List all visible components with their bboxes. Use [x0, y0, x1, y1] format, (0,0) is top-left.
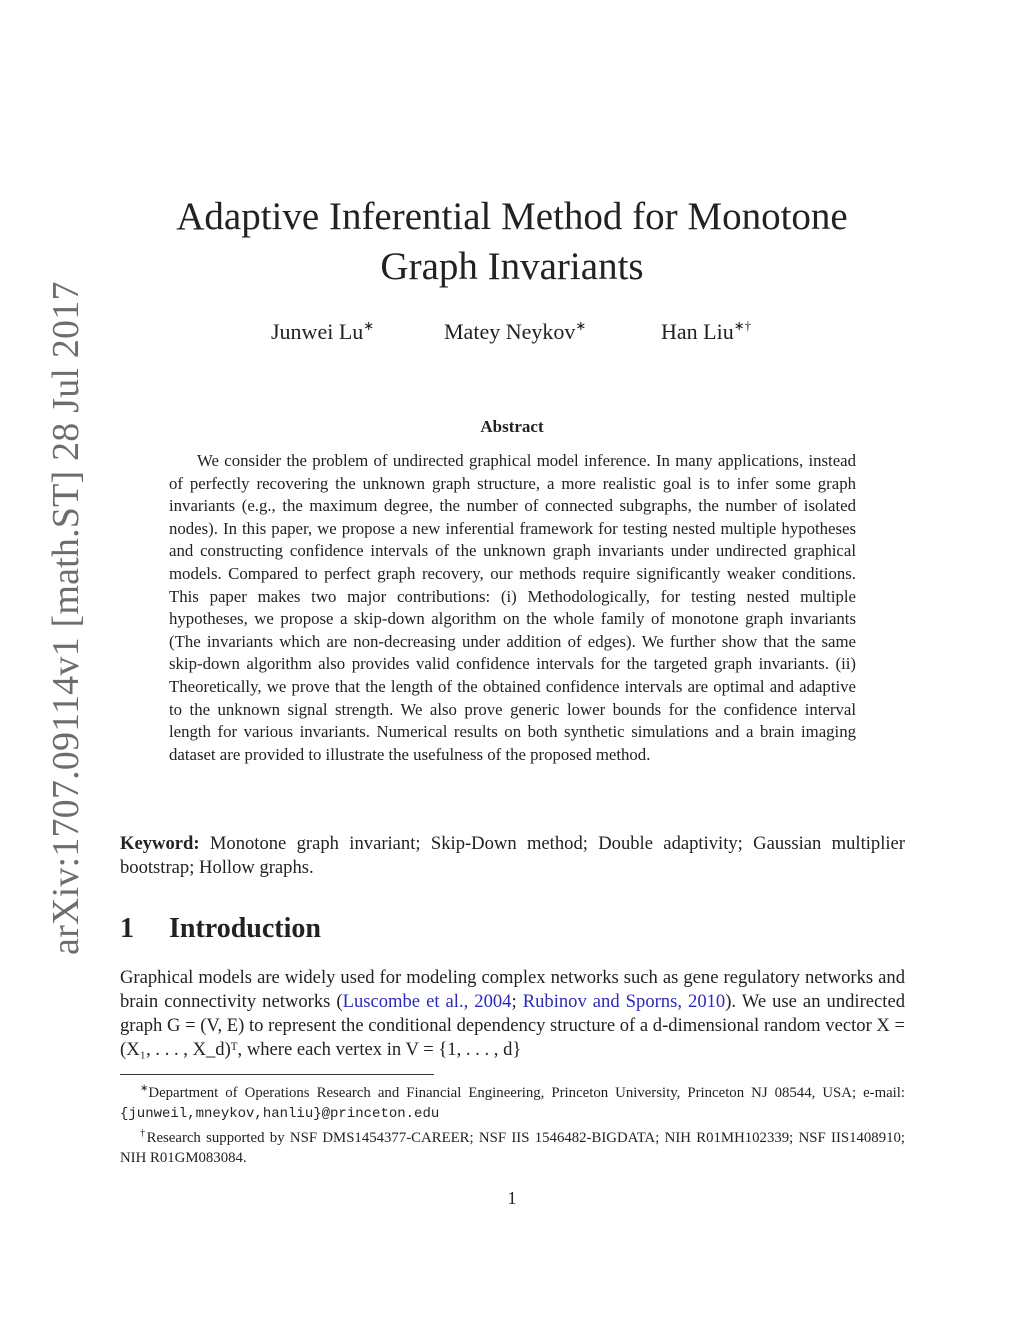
- author-junwei-lu: [271, 318, 374, 345]
- author-name: Matey Neykov: [444, 319, 576, 344]
- paper-title: [0, 192, 1024, 292]
- citation-rubinov-sporns-2010[interactable]: Rubinov and Sporns, 2010: [522, 991, 726, 1012]
- footnote-mark: ∗: [140, 1083, 149, 1094]
- keywords-paragraph: [120, 832, 905, 880]
- intro-text-1: Graphical models are widely used for modeling complex networks such as gene regulatory networks and brain connectivity networks (: [120, 967, 905, 1012]
- title-line-1: Adaptive Inferential Method for Monotone: [176, 195, 848, 238]
- arxiv-identifier-stamp: arXiv:1707.09114v1 [math.ST] 28 Jul 2017: [45, 281, 87, 955]
- footnote-mark: †: [140, 1128, 147, 1139]
- section-heading-introduction: [120, 913, 321, 945]
- footnote-affiliation-text: Department of Operations Research and Financial Engineering, Princeton University, Princeton NJ 08544, USA; e-mail:: [148, 1085, 905, 1101]
- footnote-funding-text: Research supported by NSF DMS1454377-CAREER; NSF IIS 1546482-BIGDATA; NIH R01MH102339; NSF IIS1408910; NIH R01GM083084.: [120, 1130, 906, 1166]
- abstract-heading: Abstract: [480, 417, 544, 436]
- author-affiliation-mark: ∗†: [733, 318, 752, 333]
- footnote-funding: [120, 1124, 905, 1168]
- keywords-text: Monotone graph invariant; Skip-Down method; Double adaptivity; Gaussian multiplier bootstrap; Hollow graphs.: [120, 833, 905, 878]
- footnote-separator: [120, 1074, 434, 1075]
- introduction-paragraph: [120, 966, 905, 1062]
- keywords-label: Keyword:: [120, 833, 200, 854]
- title-line-2: Graph Invariants: [380, 245, 644, 288]
- page-number: 1: [507, 1188, 517, 1208]
- intro-text-3: ). We use an undirected graph G = (V, E) to represent the conditional dependency structure of a d-dimensional random vector X = (X₁, . . . , X_d)ᵀ, where each vertex in V = {1, . . . , d}: [120, 991, 905, 1060]
- section-number: 1: [120, 913, 134, 944]
- footnotes: [120, 1079, 905, 1168]
- author-name: Han Liu: [661, 319, 734, 344]
- author-han-liu: [661, 318, 751, 345]
- author-affiliation-mark: ∗: [575, 318, 587, 333]
- citation-luscombe-2004[interactable]: Luscombe et al., 2004: [342, 991, 512, 1012]
- footnote-affiliation: [120, 1079, 905, 1124]
- author-affiliation-mark: ∗: [363, 318, 375, 333]
- footnote-email[interactable]: {junweil,mneykov,hanliu}@princeton.edu: [120, 1106, 440, 1122]
- author-matey-neykov: [444, 318, 586, 345]
- section-title: Introduction: [169, 913, 321, 944]
- abstract-body: We consider the problem of undirected graphical model inference. In many applications, instead of perfectly recovering the unknown graph structure, a more realistic goal is to infer some graph invariants (e.g., the maximum degree, the number of connected subgraphs, the number of isolated nodes). In this paper, we propose a new inferential framework for testing nested multiple hypotheses and constructing confidence intervals of the unknown graph invariants under undirected graphical models. Compared to perfect graph recovery, our methods require significantly weaker conditions. This paper makes two major contributions: (i) Methodologically, for testing nested multiple hypotheses, we propose a skip-down algorithm on the whole family of monotone graph invariants (The invariants which are non-decreasing under addition of edges). We further show that the same skip-down algorithm also provides valid confidence intervals for the targeted graph invariants. (ii) Theoretically, we prove that the length of the obtained confidence intervals are optimal and adaptive to the unknown signal strength. We also prove generic lower bounds for the confidence interval length for various invariants. Numerical results on both synthetic simulations and a brain imaging dataset are provided to illustrate the usefulness of the proposed method.: [169, 451, 856, 764]
- author-name: Junwei Lu: [271, 319, 364, 344]
- intro-text-2: ;: [511, 991, 523, 1012]
